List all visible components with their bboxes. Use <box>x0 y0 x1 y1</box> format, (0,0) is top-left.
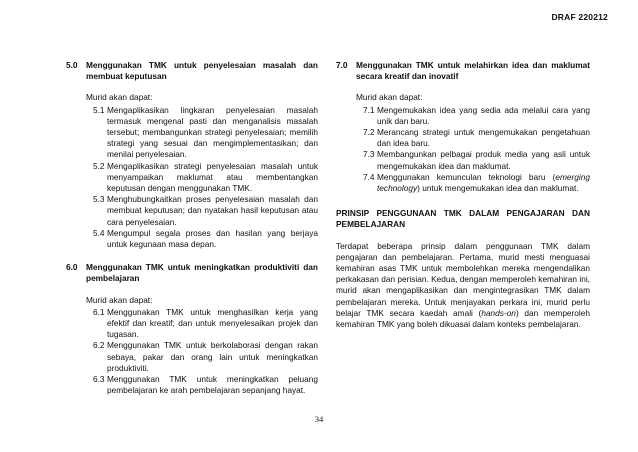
list-item <box>363 105 590 127</box>
item-text-emphasis: emerging technology <box>377 171 590 194</box>
prinsip-heading: PRINSIP PENGGUNAAN TMK DALAM PENGAJARAN DAN PEMBELAJARAN <box>336 208 590 230</box>
draft-label: DRAF 220212 <box>551 12 608 22</box>
right-column <box>336 60 590 330</box>
item-number: 5.1 <box>93 104 105 115</box>
section-5 <box>66 60 318 250</box>
list-item <box>363 127 590 149</box>
outcome-list <box>336 105 590 195</box>
paragraph-part: Terdapat beberapa prinsip dalam penggunaan TMK dalam pengajaran dan pembelajaran. Pertama, murid mesti menguasai kemahiran asas TMK untuk membolehkan mereka mengendalikan perkakasan dan perisian. Kedua, dengan memperoleh kemahiran ini, murid akan mengaplikasikan dan mengintegrasikan TMK dalam pembelajaran mereka. Untuk menjayakan perkara ini, murid perlu belajar TMK secara kaedah amali ( <box>336 240 590 318</box>
section-6-title <box>66 262 318 284</box>
section-number: 5.0 <box>66 60 78 70</box>
list-item <box>93 340 318 374</box>
item-text: Menghubungkaitkan proses penyelesaian masalah dan membuat keputusan; dan nyatakan hasil keputusan atau cara penyelesaian. <box>107 194 318 227</box>
item-text: Membangunkan pelbagai produk media yang asli untuk mengemukakan idea dan maklumat. <box>377 149 590 171</box>
outcome-list <box>66 105 318 251</box>
section-7 <box>336 60 590 194</box>
item-number: 5.3 <box>93 194 105 205</box>
intro-text: Murid akan dapat: <box>86 92 153 103</box>
section-6 <box>66 262 318 396</box>
section-5-title <box>66 60 318 82</box>
section-7-title <box>336 60 590 82</box>
item-number: 7.3 <box>363 149 375 160</box>
outcome-list <box>66 307 318 397</box>
item-text: Mengemukakan idea yang sedia ada melalui cara yang unik dan baru. <box>377 104 590 126</box>
page-number: 34 <box>314 414 324 424</box>
paragraph-emphasis: hands-on <box>481 307 516 318</box>
intro-text: Murid akan dapat: <box>86 294 153 305</box>
item-text: Mengaplikasikan lingkaran penyelesaian masalah termasuk mengenal pasti dan menganalisis masalah tersebut; membangunkan strategi penyelesaian; memilih strategi yang sesuai dan mengimplementasikan; dan menilai penyelesaian. <box>107 104 318 160</box>
item-text: Menggunakan TMK untuk menghasilkan kerja yang efektif dan kreatif; dan untuk menyelesaikan projek dan tugasan. <box>107 306 318 340</box>
item-number: 6.3 <box>93 374 105 385</box>
item-text: Merancang strategi untuk mengemukakan pengetahuan dan idea baru. <box>377 127 590 149</box>
item-text-part: Menggunakan kemunculan teknologi baru ( <box>377 171 556 182</box>
section-heading: Menggunakan TMK untuk melahirkan idea dan maklumat secara kreatif dan inovatif <box>356 60 590 82</box>
list-item <box>363 149 590 171</box>
section-heading: Menggunakan TMK untuk penyelesaian masalah dan membuat keputusan <box>86 60 318 82</box>
item-text: Mengaplikasikan strategi penyelesaian masalah untuk menyampaikan maklumat atau membentangkan keputusan dengan menggunakan TMK. <box>107 160 318 194</box>
item-text: Mengumpul segala proses dan hasilan yang berjaya untuk kegunaan masa depan. <box>107 227 318 250</box>
list-item <box>93 374 318 396</box>
item-text: Menggunakan TMK untuk berkolaborasi dengan rakan sebaya, pakar dan orang lain untuk meningkatkan produktiviti. <box>107 340 318 373</box>
item-number: 7.2 <box>363 127 375 138</box>
list-item <box>363 172 590 194</box>
item-number: 6.1 <box>93 306 105 317</box>
list-item <box>93 228 318 250</box>
list-item <box>93 105 318 161</box>
section-number: 6.0 <box>66 262 78 273</box>
item-number: 7.4 <box>363 171 375 182</box>
section-number: 7.0 <box>336 60 348 70</box>
prinsip-paragraph <box>336 241 590 331</box>
section-heading: Menggunakan TMK untuk meningkatkan produktiviti dan pembelajaran <box>86 262 318 284</box>
item-text: Menggunakan TMK untuk meningkatkan peluang pembelajaran ke arah pembelajaran sepanjang hayat. <box>107 374 318 396</box>
item-number: 5.2 <box>93 160 105 171</box>
item-number: 5.4 <box>93 227 105 238</box>
left-column <box>66 60 318 408</box>
item-number: 7.1 <box>363 104 375 115</box>
item-number: 6.2 <box>93 340 105 351</box>
list-item <box>93 161 318 195</box>
paragraph-part: ) dan memperoleh kemahiran TMK yang boleh dikuasai dalam konteks pembelajaran. <box>336 307 590 330</box>
item-text-part: ) untuk mengemukakan idea dan maklumat. <box>417 183 579 194</box>
item-text <box>377 172 590 194</box>
intro-text: Murid akan dapat: <box>356 92 423 103</box>
list-item <box>93 194 318 228</box>
list-item <box>93 307 318 341</box>
